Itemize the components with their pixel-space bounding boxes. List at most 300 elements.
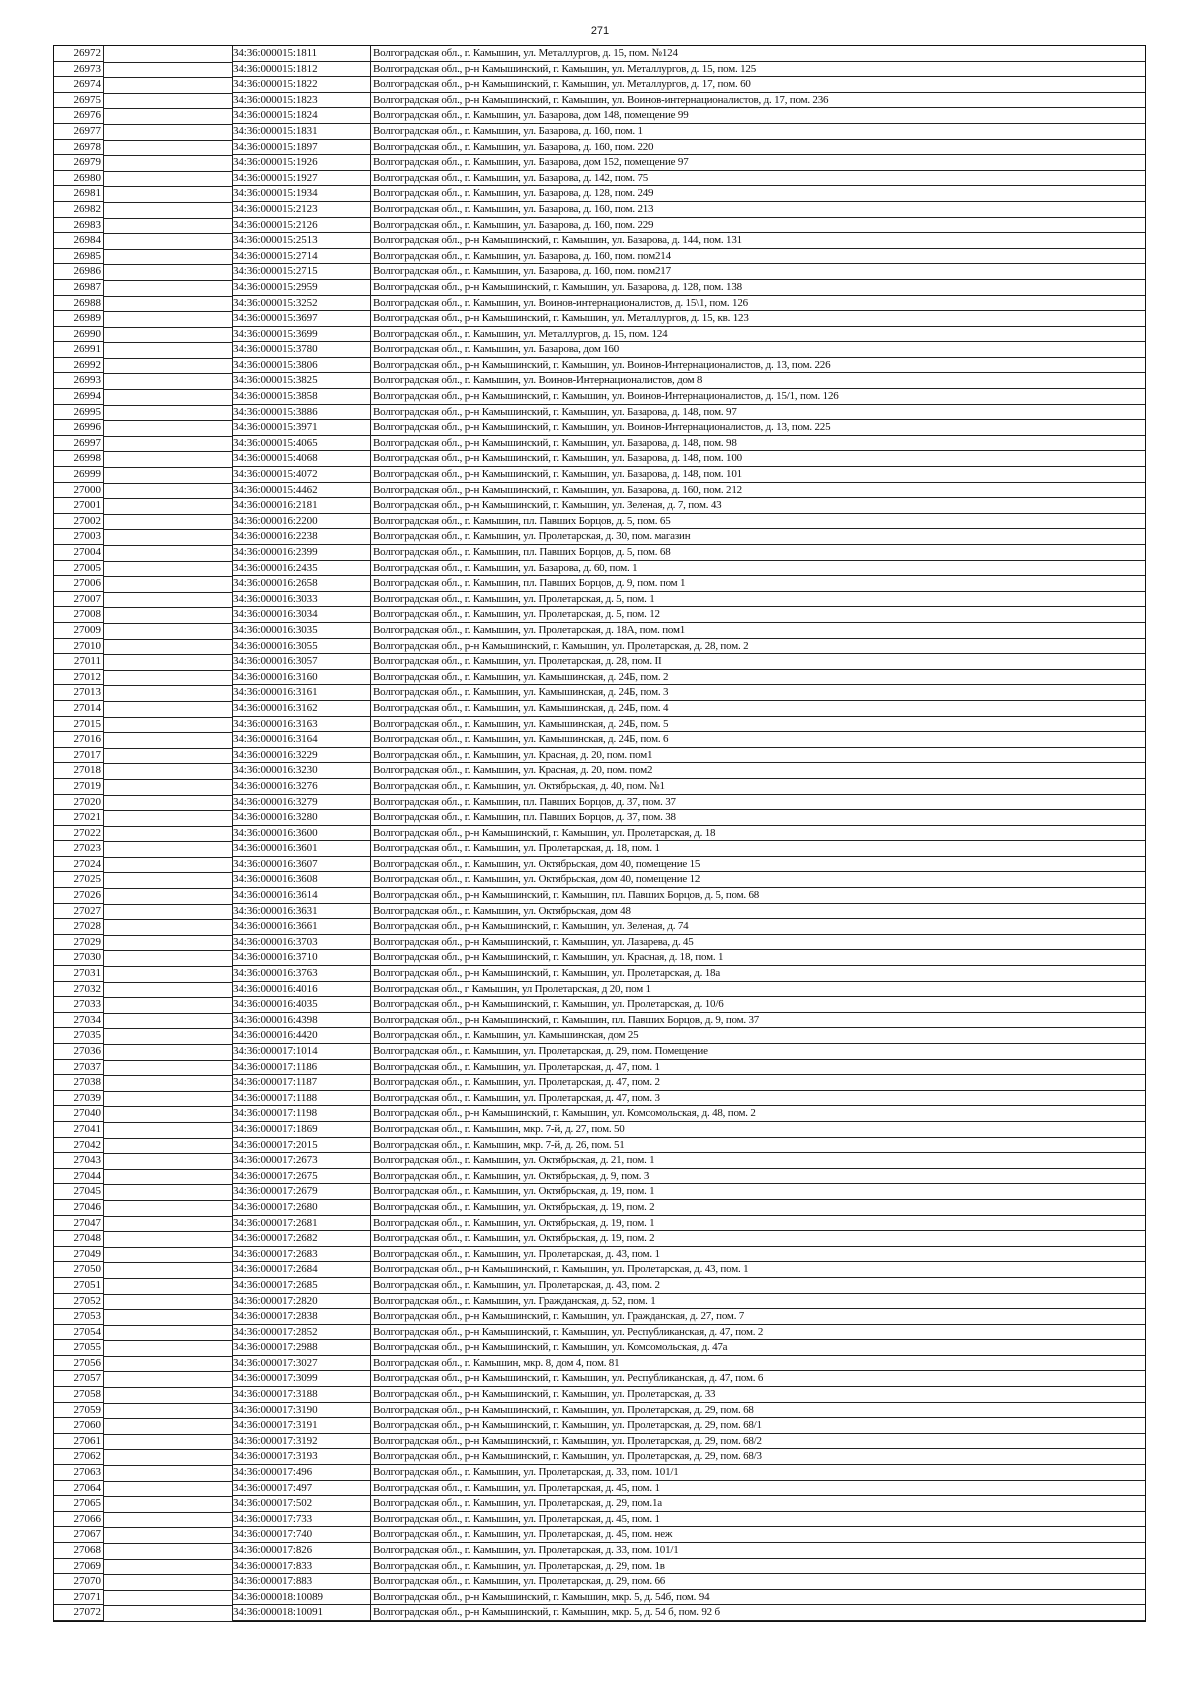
address: Волгоградская обл., р-н Камышинский, г. Камышин, ул. Пролетарская, д. 29, пом. 68/3	[371, 1449, 1145, 1465]
empty-cell	[104, 670, 233, 687]
address: Волгоградская обл., р-н Камышинский, г. Камышин, ул. Зеленая, д. 74	[371, 919, 1145, 935]
cadastral-number: 34:36:000016:3035	[232, 623, 371, 639]
address: Волгоградская обл., г. Камышин, ул. Пролетарская, д. 45, пом. 1	[371, 1481, 1145, 1497]
row-number: 26977	[54, 124, 104, 140]
cadastral-number: 34:36:000017:2838	[232, 1309, 371, 1325]
table-row	[54, 1138, 1145, 1154]
empty-cell	[104, 950, 233, 967]
table-row	[54, 1309, 1145, 1325]
empty-cell	[104, 529, 233, 546]
empty-cell	[104, 623, 233, 640]
empty-cell	[104, 1216, 233, 1233]
empty-cell	[104, 826, 233, 843]
cadastral-number: 34:36:000016:3034	[232, 607, 371, 623]
table-row	[54, 124, 1145, 140]
table-row	[54, 483, 1145, 499]
cadastral-number: 34:36:000017:2685	[232, 1278, 371, 1294]
table-row	[54, 1403, 1145, 1419]
cadastral-number: 34:36:000016:3703	[232, 935, 371, 951]
row-number: 27004	[54, 545, 104, 561]
address: Волгоградская обл., р-н Камышинский, г. Камышин, ул. Базарова, д. 128, пом. 138	[371, 280, 1145, 296]
table-row	[54, 1481, 1145, 1497]
address: Волгоградская обл., г. Камышин, ул. Пролетарская, д. 18, пом. 1	[371, 841, 1145, 857]
empty-cell	[104, 1434, 233, 1451]
cadastral-number: 34:36:000016:2181	[232, 498, 371, 514]
empty-cell	[104, 732, 233, 749]
cadastral-number: 34:36:000017:2852	[232, 1325, 371, 1341]
table-row	[54, 919, 1145, 935]
address: Волгоградская обл., г. Камышин, ул. Металлургов, д. 15, пом. №124	[371, 46, 1145, 62]
empty-cell	[104, 280, 233, 297]
row-number: 27009	[54, 623, 104, 639]
row-number: 27039	[54, 1091, 104, 1107]
row-number: 27014	[54, 701, 104, 717]
cadastral-number: 34:36:000017:3192	[232, 1434, 371, 1450]
empty-cell	[104, 1013, 233, 1030]
empty-cell	[104, 1387, 233, 1404]
table-row	[54, 529, 1145, 545]
cadastral-number: 34:36:000015:2714	[232, 249, 371, 265]
table-row	[54, 732, 1145, 748]
table-row	[54, 93, 1145, 109]
empty-cell	[104, 483, 233, 500]
address: Волгоградская обл., г. Камышин, ул. Базарова, д. 142, пом. 75	[371, 171, 1145, 187]
address: Волгоградская обл., г. Камышин, ул. Октябрьская, д. 19, пом. 2	[371, 1200, 1145, 1216]
address: Волгоградская обл., г. Камышин, ул. Камышинская, д. 24Б, пом. 5	[371, 717, 1145, 733]
cadastral-number: 34:36:000017:2681	[232, 1216, 371, 1232]
table-row	[54, 1356, 1145, 1372]
table-row	[54, 607, 1145, 623]
table-row	[54, 950, 1145, 966]
row-number: 26980	[54, 171, 104, 187]
cadastral-number: 34:36:000016:3163	[232, 717, 371, 733]
row-number: 27065	[54, 1496, 104, 1512]
row-number: 27061	[54, 1434, 104, 1450]
row-number: 27022	[54, 826, 104, 842]
cadastral-number: 34:36:000015:3252	[232, 296, 371, 312]
address: Волгоградская обл., г. Камышин, ул. Пролетарская, д. 30, пом. магазин	[371, 529, 1145, 545]
empty-cell	[104, 1418, 233, 1435]
row-number: 27052	[54, 1294, 104, 1310]
cadastral-number: 34:36:000017:2015	[232, 1138, 371, 1154]
address: Волгоградская обл., г. Камышин, ул. Красная, д. 20, пом. пом2	[371, 763, 1145, 779]
table-row	[54, 1216, 1145, 1232]
table-row	[54, 514, 1145, 530]
cadastral-number: 34:36:000015:1822	[232, 77, 371, 93]
cadastral-number: 34:36:000016:4398	[232, 1013, 371, 1029]
table-row	[54, 576, 1145, 592]
table-row	[54, 748, 1145, 764]
address: Волгоградская обл., г. Камышин, ул. Базарова, д. 160, пом. пом214	[371, 249, 1145, 265]
address: Волгоградская обл., р-н Камышинский, г. Камышин, ул. Республиканская, д. 47, пом. 2	[371, 1325, 1145, 1341]
cadastral-number: 34:36:000015:1811	[232, 46, 371, 62]
address: Волгоградская обл., г. Камышин, ул. Базарова, д. 60, пом. 1	[371, 561, 1145, 577]
table-row	[54, 108, 1145, 124]
row-number: 27033	[54, 997, 104, 1013]
cadastral-number: 34:36:000016:3661	[232, 919, 371, 935]
empty-cell	[104, 1325, 233, 1342]
empty-cell	[104, 654, 233, 671]
cadastral-number: 34:36:000016:2435	[232, 561, 371, 577]
row-number: 26973	[54, 62, 104, 78]
empty-cell	[104, 545, 233, 562]
cadastral-number: 34:36:000016:2200	[232, 514, 371, 530]
cadastral-number: 34:36:000016:3631	[232, 904, 371, 920]
address: Волгоградская обл., г. Камышин, ул. Гражданская, д. 52, пом. 1	[371, 1294, 1145, 1310]
table-row	[54, 561, 1145, 577]
address: Волгоградская обл., р-н Камышинский, г. Камышин, ул. Зеленая, д. 7, пом. 43	[371, 498, 1145, 514]
cadastral-number: 34:36:000017:1187	[232, 1075, 371, 1091]
empty-cell	[104, 1481, 233, 1498]
empty-cell	[104, 108, 233, 125]
empty-cell	[104, 233, 233, 250]
empty-cell	[104, 1122, 233, 1139]
address: Волгоградская обл., р-н Камышинский, г. Камышин, ул. Пролетарская, д. 10/6	[371, 997, 1145, 1013]
row-number: 27025	[54, 872, 104, 888]
empty-cell	[104, 1184, 233, 1201]
row-number: 27035	[54, 1028, 104, 1044]
empty-cell	[104, 202, 233, 219]
cadastral-number: 34:36:000015:4072	[232, 467, 371, 483]
cadastral-number: 34:36:000015:3971	[232, 420, 371, 436]
address: Волгоградская обл., г. Камышин, ул. Октябрьская, д. 40, пом. №1	[371, 779, 1145, 795]
row-number: 26988	[54, 296, 104, 312]
cadastral-number: 34:36:000016:4035	[232, 997, 371, 1013]
table-row	[54, 826, 1145, 842]
address: Волгоградская обл., г. Камышин, ул. Воинов-интернационалистов, д. 15\1, пом. 126	[371, 296, 1145, 312]
row-number: 27040	[54, 1106, 104, 1122]
empty-cell	[104, 1028, 233, 1045]
row-number: 27037	[54, 1060, 104, 1076]
cadastral-number: 34:36:000015:2123	[232, 202, 371, 218]
table-row	[54, 1605, 1145, 1621]
address: Волгоградская обл., г. Камышин, пл. Павших Борцов, д. 5, пом. 68	[371, 545, 1145, 561]
empty-cell	[104, 779, 233, 796]
table-row	[54, 233, 1145, 249]
empty-cell	[104, 1559, 233, 1576]
address: Волгоградская обл., г. Камышин, мкр. 7-й, д. 27, пом. 50	[371, 1122, 1145, 1138]
cadastral-number: 34:36:000016:3164	[232, 732, 371, 748]
table-row	[54, 186, 1145, 202]
address: Волгоградская обл., р-н Камышинский, г. Камышин, ул. Базарова, д. 160, пом. 212	[371, 483, 1145, 499]
address: Волгоградская обл., р-н Камышинский, г. Камышин, мкр. 5, д. 54б, пом. 94	[371, 1590, 1145, 1606]
table-row	[54, 1418, 1145, 1434]
table-row	[54, 997, 1145, 1013]
empty-cell	[104, 717, 233, 734]
table-row	[54, 373, 1145, 389]
table-row	[54, 1262, 1145, 1278]
row-number: 26991	[54, 342, 104, 358]
table-row	[54, 1340, 1145, 1356]
address: Волгоградская обл., г. Камышин, ул. Камышинская, д. 24Б, пом. 3	[371, 685, 1145, 701]
cadastral-number: 34:36:000016:4016	[232, 982, 371, 998]
empty-cell	[104, 373, 233, 390]
empty-cell	[104, 405, 233, 422]
table-row	[54, 841, 1145, 857]
empty-cell	[104, 93, 233, 110]
address: Волгоградская обл., р-н Камышинский, г. Камышин, пл. Павших Борцов, д. 5, пом. 68	[371, 888, 1145, 904]
table-row	[54, 171, 1145, 187]
row-number: 27008	[54, 607, 104, 623]
empty-cell	[104, 467, 233, 484]
empty-cell	[104, 77, 233, 94]
cadastral-number: 34:36:000016:3601	[232, 841, 371, 857]
address: Волгоградская обл., р-н Камышинский, г. Камышин, ул. Пролетарская, д. 28, пом. 2	[371, 639, 1145, 655]
table-row	[54, 904, 1145, 920]
address: Волгоградская обл., р-н Камышинский, г. Камышин, ул. Воинов-Интернационалистов, д. 13, пом. 225	[371, 420, 1145, 436]
table-row	[54, 888, 1145, 904]
address: Волгоградская обл., г. Камышин, ул. Базарова, д. 128, пом. 249	[371, 186, 1145, 202]
address: Волгоградская обл., р-н Камышинский, г. Камышин, ул. Республиканская, д. 47, пом. 6	[371, 1371, 1145, 1387]
row-number: 27055	[54, 1340, 104, 1356]
empty-cell	[104, 966, 233, 983]
cadastral-number: 34:36:000017:3099	[232, 1371, 371, 1387]
address: Волгоградская обл., г. Камышин, ул. Базарова, д. 160, пом. 1	[371, 124, 1145, 140]
row-number: 26995	[54, 405, 104, 421]
table-row	[54, 1106, 1145, 1122]
address: Волгоградская обл., г. Камышин, ул. Пролетарская, д. 33, пом. 101/1	[371, 1465, 1145, 1481]
address: Волгоградская обл., г. Камышин, пл. Павших Борцов, д. 37, пом. 38	[371, 810, 1145, 826]
row-number: 27024	[54, 857, 104, 873]
row-number: 26981	[54, 186, 104, 202]
row-number: 26993	[54, 373, 104, 389]
address: Волгоградская обл., г. Камышин, ул. Воинов-Интернационалистов, дом 8	[371, 373, 1145, 389]
table-row	[54, 654, 1145, 670]
row-number: 27043	[54, 1153, 104, 1169]
empty-cell	[104, 1106, 233, 1123]
empty-cell	[104, 982, 233, 999]
row-number: 27006	[54, 576, 104, 592]
row-number: 27041	[54, 1122, 104, 1138]
address: Волгоградская обл., р-н Камышинский, г. Камышин, ул. Базарова, д. 148, пом. 100	[371, 451, 1145, 467]
address: Волгоградская обл., г. Камышин, ул. Базарова, д. 160, пом. 220	[371, 140, 1145, 156]
cadastral-number: 34:36:000015:3886	[232, 405, 371, 421]
address: Волгоградская обл., р-н Камышинский, г. Камышин, ул. Красная, д. 18, пом. 1	[371, 950, 1145, 966]
row-number: 27002	[54, 514, 104, 530]
table-row	[54, 795, 1145, 811]
empty-cell	[104, 841, 233, 858]
address: Волгоградская обл., г. Камышин, ул. Пролетарская, д. 5, пом. 12	[371, 607, 1145, 623]
cadastral-number: 34:36:000017:733	[232, 1512, 371, 1528]
table-row	[54, 639, 1145, 655]
empty-cell	[104, 1153, 233, 1170]
row-number: 27056	[54, 1356, 104, 1372]
cadastral-number: 34:36:000017:2682	[232, 1231, 371, 1247]
address: Волгоградская обл., г. Камышин, ул. Камышинская, д. 24Б, пом. 6	[371, 732, 1145, 748]
cadastral-number: 34:36:000017:496	[232, 1465, 371, 1481]
empty-cell	[104, 1590, 233, 1607]
empty-cell	[104, 592, 233, 609]
row-number: 27047	[54, 1216, 104, 1232]
table-row	[54, 685, 1145, 701]
cadastral-number: 34:36:000016:3230	[232, 763, 371, 779]
address: Волгоградская обл., р-н Камышинский, г. Камышин, ул. Комсомольская, д. 47а	[371, 1340, 1145, 1356]
row-number: 27049	[54, 1247, 104, 1263]
row-number: 27072	[54, 1605, 104, 1621]
cadastral-number: 34:36:000015:3806	[232, 358, 371, 374]
table-row	[54, 1559, 1145, 1575]
table-row	[54, 1247, 1145, 1263]
address: Волгоградская обл., г. Камышин, ул. Камышинская, дом 25	[371, 1028, 1145, 1044]
empty-cell	[104, 1403, 233, 1420]
table-row	[54, 1434, 1145, 1450]
empty-cell	[104, 514, 233, 531]
cadastral-number: 34:36:000017:2988	[232, 1340, 371, 1356]
row-number: 27034	[54, 1013, 104, 1029]
row-number: 27011	[54, 654, 104, 670]
cadastral-number: 34:36:000015:2126	[232, 218, 371, 234]
address: Волгоградская обл., г. Камышин, ул. Пролетарская, д. 18А, пом. пом1	[371, 623, 1145, 639]
row-number: 26979	[54, 155, 104, 171]
cadastral-number: 34:36:000016:3763	[232, 966, 371, 982]
address: Волгоградская обл., р-н Камышинский, г. Камышин, ул. Базарова, д. 148, пом. 97	[371, 405, 1145, 421]
cadastral-number: 34:36:000017:1186	[232, 1060, 371, 1076]
cadastral-number: 34:36:000015:3858	[232, 389, 371, 405]
row-number: 26999	[54, 467, 104, 483]
cadastral-number: 34:36:000017:826	[232, 1543, 371, 1559]
cadastral-number: 34:36:000016:3055	[232, 639, 371, 655]
table-row	[54, 1574, 1145, 1590]
row-number: 26986	[54, 264, 104, 280]
table-row	[54, 202, 1145, 218]
address: Волгоградская обл., р-н Камышинский, г. Камышин, ул. Металлургов, д. 15, кв. 123	[371, 311, 1145, 327]
row-number: 26990	[54, 327, 104, 343]
table-row	[54, 810, 1145, 826]
row-number: 27005	[54, 561, 104, 577]
cadastral-number: 34:36:000015:1897	[232, 140, 371, 156]
table-row	[54, 1496, 1145, 1512]
table-row	[54, 342, 1145, 358]
cadastral-number: 34:36:000015:2513	[232, 233, 371, 249]
row-number: 27036	[54, 1044, 104, 1060]
address: Волгоградская обл., р-н Камышинский, г. Камышин, ул. Базарова, д. 148, пом. 98	[371, 436, 1145, 452]
empty-cell	[104, 1091, 233, 1108]
empty-cell	[104, 561, 233, 578]
row-number: 27007	[54, 592, 104, 608]
page-number: 271	[590, 25, 610, 37]
table-row	[54, 1512, 1145, 1528]
address: Волгоградская обл., г. Камышин, мкр. 7-й, д. 26, пом. 51	[371, 1138, 1145, 1154]
table-row	[54, 982, 1145, 998]
address: Волгоградская обл., г. Камышин, ул. Пролетарская, д. 43, пом. 1	[371, 1247, 1145, 1263]
address: Волгоградская обл., г. Камышин, ул. Октябрьская, д. 19, пом. 2	[371, 1231, 1145, 1247]
empty-cell	[104, 62, 233, 79]
cadastral-number: 34:36:000017:2673	[232, 1153, 371, 1169]
cadastral-number: 34:36:000017:1014	[232, 1044, 371, 1060]
address: Волгоградская обл., р-н Камышинский, г. Камышин, мкр. 5, д. 54 б, пом. 92 б	[371, 1605, 1145, 1621]
empty-cell	[104, 451, 233, 468]
address: Волгоградская обл., г. Камышин, ул. Пролетарская, д. 47, пом. 3	[371, 1091, 1145, 1107]
empty-cell	[104, 1231, 233, 1248]
empty-cell	[104, 498, 233, 515]
address: Волгоградская обл., р-н Камышинский, г. Камышин, ул. Базарова, д. 144, пом. 131	[371, 233, 1145, 249]
cadastral-number: 34:36:000017:3191	[232, 1418, 371, 1434]
table-row	[54, 1527, 1145, 1543]
table-row	[54, 872, 1145, 888]
empty-cell	[104, 327, 233, 344]
row-number: 26997	[54, 436, 104, 452]
row-number: 27038	[54, 1075, 104, 1091]
row-number: 27054	[54, 1325, 104, 1341]
row-number: 27032	[54, 982, 104, 998]
empty-cell	[104, 904, 233, 921]
row-number: 26996	[54, 420, 104, 436]
cadastral-number: 34:36:000015:1812	[232, 62, 371, 78]
empty-cell	[104, 46, 233, 63]
empty-cell	[104, 1294, 233, 1311]
cadastral-number: 34:36:000017:883	[232, 1574, 371, 1590]
address: Волгоградская обл., р-н Камышинский, г. Камышин, ул. Пролетарская, д. 18а	[371, 966, 1145, 982]
row-number: 27019	[54, 779, 104, 795]
address: Волгоградская обл., г. Камышин, ул. Октябрьская, д. 19, пом. 1	[371, 1216, 1145, 1232]
empty-cell	[104, 919, 233, 936]
address: Волгоградская обл., г. Камышин, мкр. 8, дом 4, пом. 81	[371, 1356, 1145, 1372]
table-row	[54, 1294, 1145, 1310]
row-number: 26989	[54, 311, 104, 327]
address: Волгоградская обл., р-н Камышинский, г. Камышин, ул. Гражданская, д. 27, пом. 7	[371, 1309, 1145, 1325]
row-number: 27060	[54, 1418, 104, 1434]
table-row	[54, 1122, 1145, 1138]
address: Волгоградская обл., р-н Камышинский, г. Камышин, ул. Металлургов, д. 15, пом. 125	[371, 62, 1145, 78]
address: Волгоградская обл., р-н Камышинский, г. Камышин, ул. Пролетарская, д. 29, пом. 68	[371, 1403, 1145, 1419]
table-row	[54, 249, 1145, 265]
row-number: 27020	[54, 795, 104, 811]
empty-cell	[104, 1543, 233, 1560]
row-number: 27046	[54, 1200, 104, 1216]
table-row	[54, 1184, 1145, 1200]
table-row	[54, 1231, 1145, 1247]
row-number: 27067	[54, 1527, 104, 1543]
cadastral-number: 34:36:000015:4068	[232, 451, 371, 467]
table-row	[54, 218, 1145, 234]
empty-cell	[104, 1247, 233, 1264]
table-row	[54, 1278, 1145, 1294]
table-row	[54, 1044, 1145, 1060]
table-row	[54, 1200, 1145, 1216]
row-number: 26972	[54, 46, 104, 62]
row-number: 26978	[54, 140, 104, 156]
empty-cell	[104, 296, 233, 313]
row-number: 26994	[54, 389, 104, 405]
table-row	[54, 1590, 1145, 1606]
cadastral-number: 34:36:000017:1188	[232, 1091, 371, 1107]
table-row	[54, 498, 1145, 514]
cadastral-number: 34:36:000017:2679	[232, 1184, 371, 1200]
address: Волгоградская обл., г. Камышин, ул. Пролетарская, д. 29, пом. 1в	[371, 1559, 1145, 1575]
row-number: 26984	[54, 233, 104, 249]
empty-cell	[104, 763, 233, 780]
table-row	[54, 1387, 1145, 1403]
table-row	[54, 140, 1145, 156]
table-row	[54, 311, 1145, 327]
address: Волгоградская обл., р-н Камышинский, г. Камышин, ул. Пролетарская, д. 33	[371, 1387, 1145, 1403]
row-number: 27016	[54, 732, 104, 748]
row-number: 27068	[54, 1543, 104, 1559]
row-number: 27057	[54, 1371, 104, 1387]
address: Волгоградская обл., р-н Камышинский, г. Камышин, ул. Воинов-Интернационалистов, д. 15/1, пом. 126	[371, 389, 1145, 405]
empty-cell	[104, 1169, 233, 1186]
cadastral-number: 34:36:000017:3188	[232, 1387, 371, 1403]
empty-cell	[104, 171, 233, 188]
empty-cell	[104, 1574, 233, 1591]
row-number: 27058	[54, 1387, 104, 1403]
row-number: 27044	[54, 1169, 104, 1185]
address: Волгоградская обл., р-н Камышинский, г. Камышин, ул. Пролетарская, д. 29, пом. 68/1	[371, 1418, 1145, 1434]
empty-cell	[104, 1200, 233, 1217]
empty-cell	[104, 186, 233, 203]
address: Волгоградская обл., г. Камышин, ул. Красная, д. 20, пом. пом1	[371, 748, 1145, 764]
empty-cell	[104, 342, 233, 359]
